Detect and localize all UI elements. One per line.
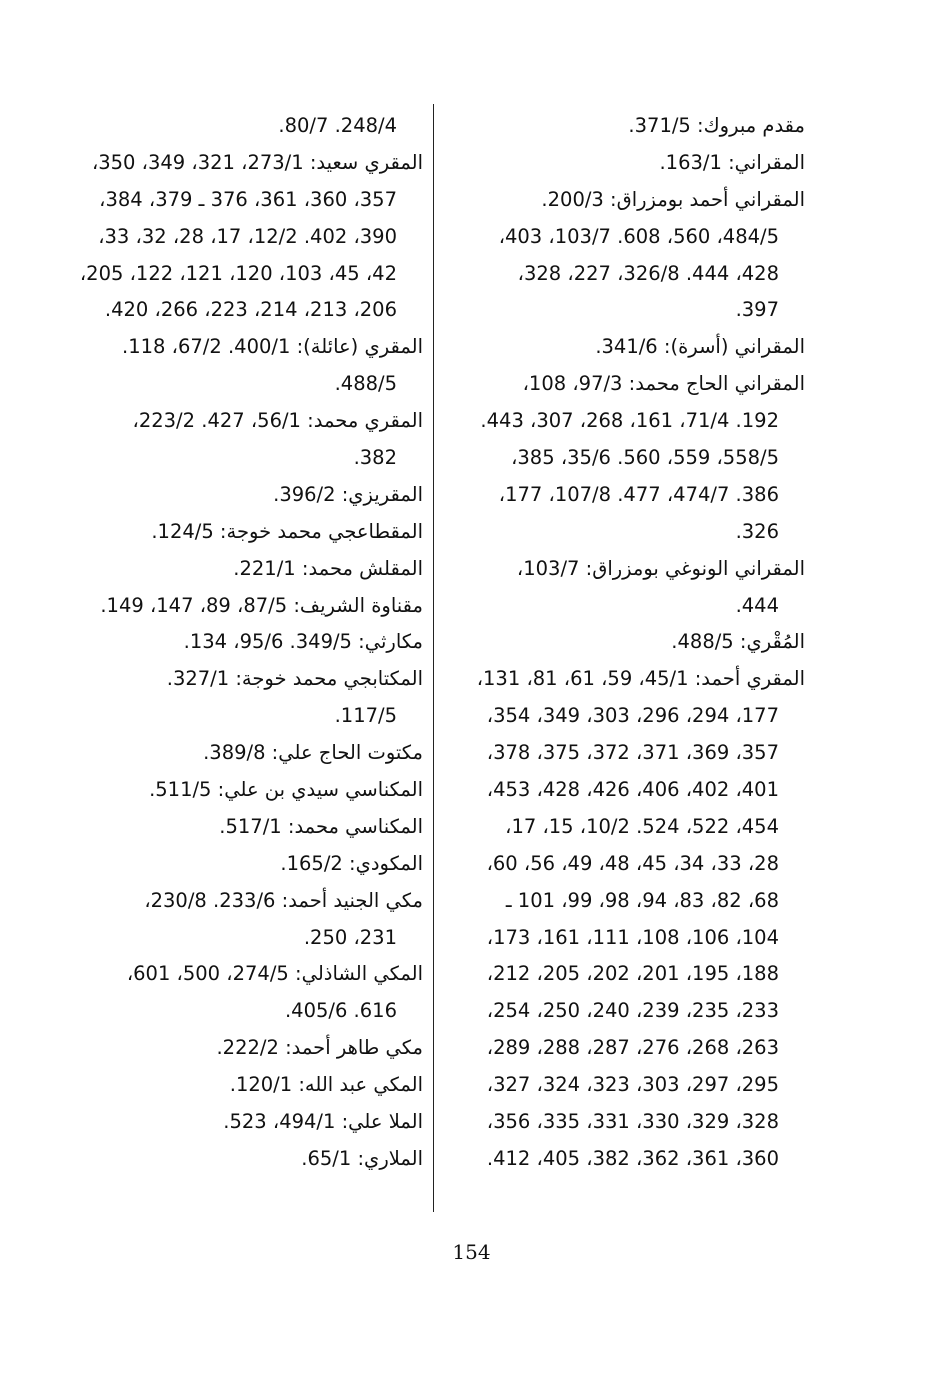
index-entry-continuation: 326. [735,519,779,543]
index-entry-continuation: 263، 268، 276، 287، 288، 289، [486,1036,779,1060]
index-entry-continuation: 382. [353,446,397,470]
index-entry-continuation: 488/5. [334,372,397,396]
index-entry: المقراني: 163/1. [659,150,805,174]
index-entry: مكتوت الحاج علي: 389/8. [203,741,423,765]
index-entry: المقراني (أسرة): 341/6. [595,335,805,359]
index-entry: المكناسي محمد: 517/1. [219,814,423,838]
index-entry-continuation: 397. [735,298,779,322]
index-entry-continuation: 231، 250. [303,925,397,949]
index-entry-continuation: 390، 402. 12/2، 17، 28، 32، 33، [98,224,397,248]
index-entry: مكارثي: 349/5. 95/6، 134. [183,630,423,654]
index-entry: المكي الشاذلي: 274/5، 500، 601، [126,962,423,986]
index-entry-continuation: 188، 195، 201، 202، 205، 212، [486,962,779,986]
column-divider [433,104,434,1212]
index-entry: المقطاعجي محمد خوجة: 124/5. [151,519,423,543]
index-entry: مقناوة الشريف: 87/5، 89، 147، 149. [100,593,423,617]
index-entry: المُقْري: 488/5. [671,630,805,654]
right-index-column [433,108,805,1178]
index-entry-continuation: 177، 294، 296، 303، 349، 354، [486,704,779,728]
index-entry-continuation: 454، 522، 524. 10/2، 15، 17، [505,814,779,838]
page-number: 154 [452,1240,491,1264]
index-entry-continuation: 233، 235، 239، 240، 250، 254، [486,999,779,1023]
index-entry: المقراني الونوغي بومزراق: 103/7، [516,556,805,580]
index-entry: المقراني أحمد بومزراق: 200/3. [541,187,805,211]
index-entry-continuation: 328، 329، 330، 331، 335، 356، [486,1110,779,1134]
index-entry: المقلش محمد: 221/1. [233,556,423,580]
index-entry-continuation: 206، 213، 214، 223، 266، 420. [104,298,397,322]
index-entry: مكي الجنيد أحمد: 233/6. 230/8، [144,888,423,912]
index-entry: المقريزي: 396/2. [273,482,423,506]
index-entry: مكي طاهر أحمد: 222/2. [216,1036,423,1060]
index-entry-continuation: 401، 402، 406، 426، 428، 453، [486,778,779,802]
index-entry-continuation: 68، 82، 83، 94، 98، 99، 101 ـ [505,888,779,912]
index-entry-continuation: 558/5، 559، 560. 35/6، 385، [511,446,779,470]
index-entry: المقراني الحاج محمد: 97/3، 108، [522,372,805,396]
index-entry-continuation: 104، 106، 108، 111، 161، 173، [486,925,779,949]
index-entry: المكناسي سيدي بن علي: 511/5. [149,778,423,802]
index-entry-continuation: 192. 71/4، 161، 268، 307، 443. [480,409,779,433]
index-entry: المقري أحمد: 45/1، 59، 61، 81، 131، [476,667,805,691]
index-entry-continuation: 28، 33، 34، 45، 48، 49، 56، 60، [486,851,779,875]
index-entry-continuation: 360، 361، 362، 382، 405، 412. [486,1146,779,1170]
index-entry: مقدم مبروك: 371/5. [628,114,805,137]
index-entry: المكودي: 165/2. [280,851,423,875]
index-entry-continuation: 616. 405/6. [284,999,397,1023]
index-entry: المكي عبد الله: 120/1. [229,1073,423,1097]
index-entry-continuation: 428، 444. 326/8، 227، 328، [517,261,779,285]
index-entry-continuation: 484/5، 560، 608. 103/7، 403، [498,224,779,248]
index-entry-continuation: 248/4. 80/7. [278,114,397,137]
index-entry: المقري (عائلة): 400/1. 67/2، 118. [122,335,423,359]
index-entry-continuation: 357، 360، 361، 376 ـ 379، 384، [99,187,397,211]
index-entry-continuation: 295، 297، 303، 323، 324، 327، [486,1073,779,1097]
index-entry: المقري سعيد: 273/1، 321، 349، 350، [91,150,423,174]
index-entry: الملاري: 65/1. [301,1146,423,1170]
index-entry: المقري محمد: 56/1، 427. 223/2، [132,409,423,433]
index-entry-continuation: 357، 369، 371، 372، 375، 378، [486,741,779,765]
left-index-column [23,108,423,1178]
index-entry-continuation: 42، 45، 103، 120، 121، 122، 205، [79,261,397,285]
index-entry-continuation: 444. [735,593,779,617]
index-entry: المكتابجي محمد خوجة: 327/1. [166,667,423,691]
index-entry: الملا علي: 494/1، 523. [223,1110,423,1134]
index-entry-continuation: 117/5. [334,704,397,728]
index-entry-continuation: 386. 474/7، 477. 107/8، 177، [498,482,779,506]
